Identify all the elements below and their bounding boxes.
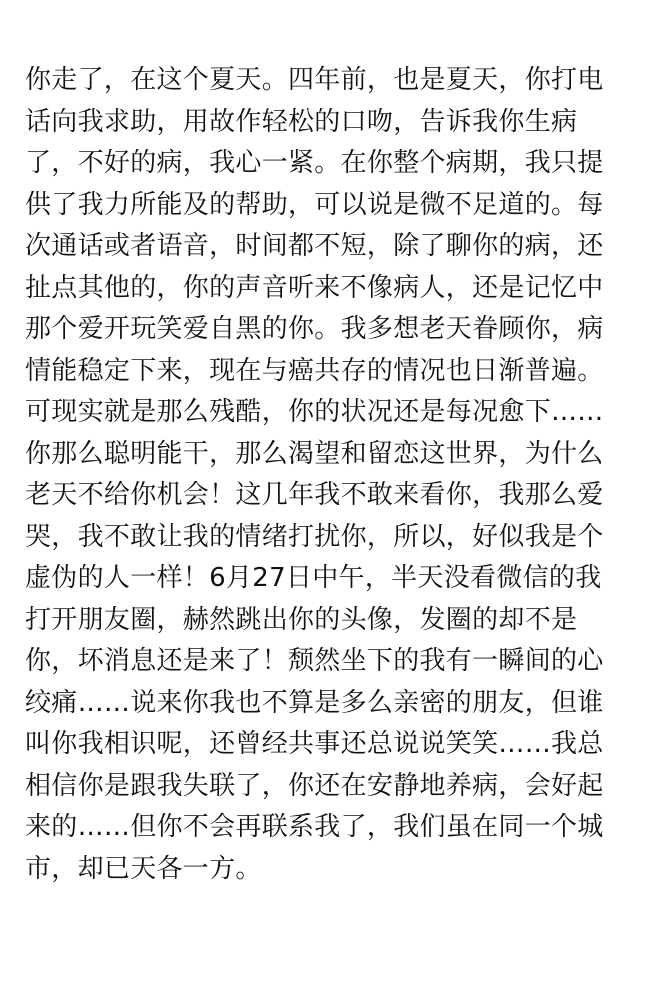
- text-line: 次通话或者语音，时间都不短，除了聊你的病，还: [25, 231, 604, 261]
- text-line: 打开朋友圈，赫然跳出你的头像，发圈的却不是: [25, 604, 578, 635]
- text-line: 相信你是跟我失联了，你还在安静地养病，会好起: [25, 770, 604, 801]
- text-line: 了，不好的病，我心一紧。在你整个病期，我只提: [25, 148, 604, 178]
- text-line: 扯点其他的，你的声音听来不像病人，还是记忆中: [25, 272, 604, 303]
- text-line: 来的……但你不会再联系我了，我们虽在同一个城: [25, 812, 604, 842]
- text-line: 话向我求助，用故作轻松的口吻，告诉我你生病: [25, 106, 578, 137]
- text-line: 哭，我不敢让我的情绪打扰你，所以，好似我是个: [25, 521, 604, 552]
- text-line: 市，却已天各一方。: [25, 853, 262, 884]
- essay-paragraph: [25, 60, 645, 890]
- text-line: 你走了，在这个夏天。四年前，也是夏天，你打电: [25, 65, 604, 95]
- text-line: 你，坏消息还是来了！颓然坐下的我有一瞬间的心: [25, 646, 604, 676]
- text-line: 虚伪的人一样！6月27日中午，半天没看微信的我: [25, 563, 602, 593]
- text-line: 老天不给你机会！这几年我不敢来看你，我那么爱: [25, 480, 604, 510]
- text-line: 供了我力所能及的帮助，可以说是微不足道的。每: [25, 189, 604, 220]
- text-line: 那个爱开玩笑爱自黑的你。我多想老天眷顾你，病: [25, 314, 604, 344]
- text-line: 叫你我相识呢，还曾经共事还总说说笑笑……我总: [25, 729, 604, 759]
- text-line: 你那么聪明能干，那么渴望和留恋这世界，为什么: [25, 438, 604, 469]
- text-line: 绞痛……说来你我也不算是多么亲密的朋友，但谁: [25, 687, 604, 718]
- text-line: 情能稳定下来，现在与癌共存的情况也日渐普遍。: [25, 355, 604, 386]
- text-line: 可现实就是那么残酷，你的状况还是每况愈下……: [25, 397, 604, 427]
